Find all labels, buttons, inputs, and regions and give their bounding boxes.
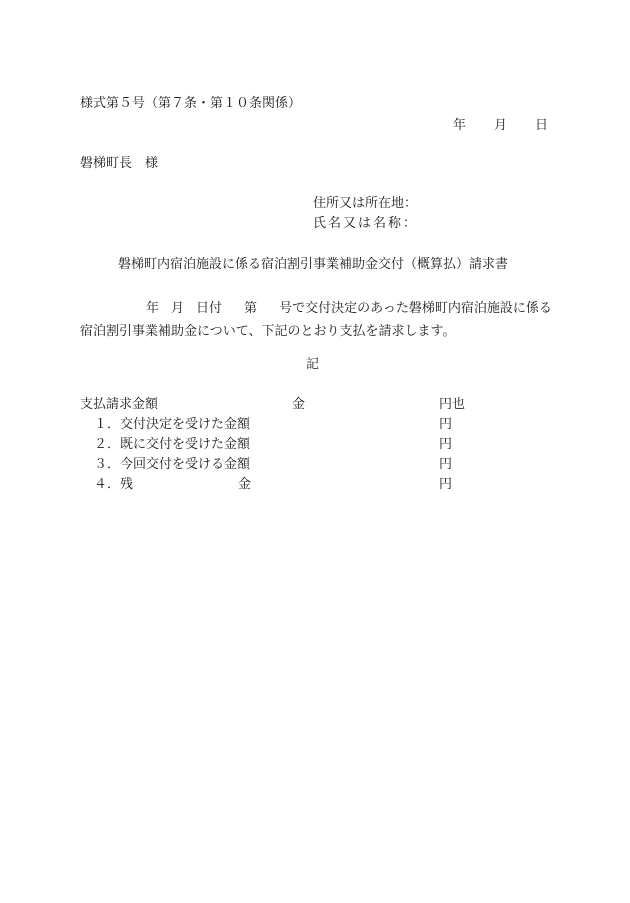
total-label: 支払請求金額 <box>80 397 159 412</box>
amount-item-kin: 金 <box>238 477 252 492</box>
body-text: 号で交付決定のあった磐梯町内宿泊施設に係る宿泊割引事業補助金について、下記のとおり支払を請求します。 <box>80 301 552 339</box>
date-day: 日 <box>535 118 549 133</box>
date-year: 年 <box>453 118 467 133</box>
body-day: 日付 <box>196 301 223 316</box>
amount-item-unit: 円 <box>439 477 453 492</box>
total-unit: 円也 <box>439 397 466 412</box>
amount-item-unit: 円 <box>439 417 453 432</box>
body-number-prefix: 第 <box>244 301 258 316</box>
amount-item-label: ２．既に交付を受けた金額 <box>94 437 251 452</box>
amount-item-label: １．交付決定を受けた金額 <box>94 417 251 432</box>
body-paragraph <box>80 297 555 343</box>
address-label: 住所又は所在地： <box>313 196 418 211</box>
amount-item-label: ４．残 <box>94 477 134 492</box>
name-label: 氏名又は名称： <box>313 216 419 231</box>
ki-heading: 記 <box>306 357 320 372</box>
amount-item-unit: 円 <box>439 437 453 452</box>
form-number: 様式第５号（第７条・第１０条関係） <box>80 96 302 111</box>
amount-item-label: ３．今回交付を受ける金額 <box>94 457 251 472</box>
body-month: 月 <box>171 301 185 316</box>
total-kin: 金 <box>292 397 306 412</box>
body-year: 年 <box>146 301 160 316</box>
addressee: 磐梯町長 様 <box>80 156 159 171</box>
date-month: 月 <box>494 118 508 133</box>
amount-item-unit: 円 <box>439 457 453 472</box>
document-title: 磐梯町内宿泊施設に係る宿泊割引事業補助金交付（概算払）請求書 <box>118 257 509 272</box>
